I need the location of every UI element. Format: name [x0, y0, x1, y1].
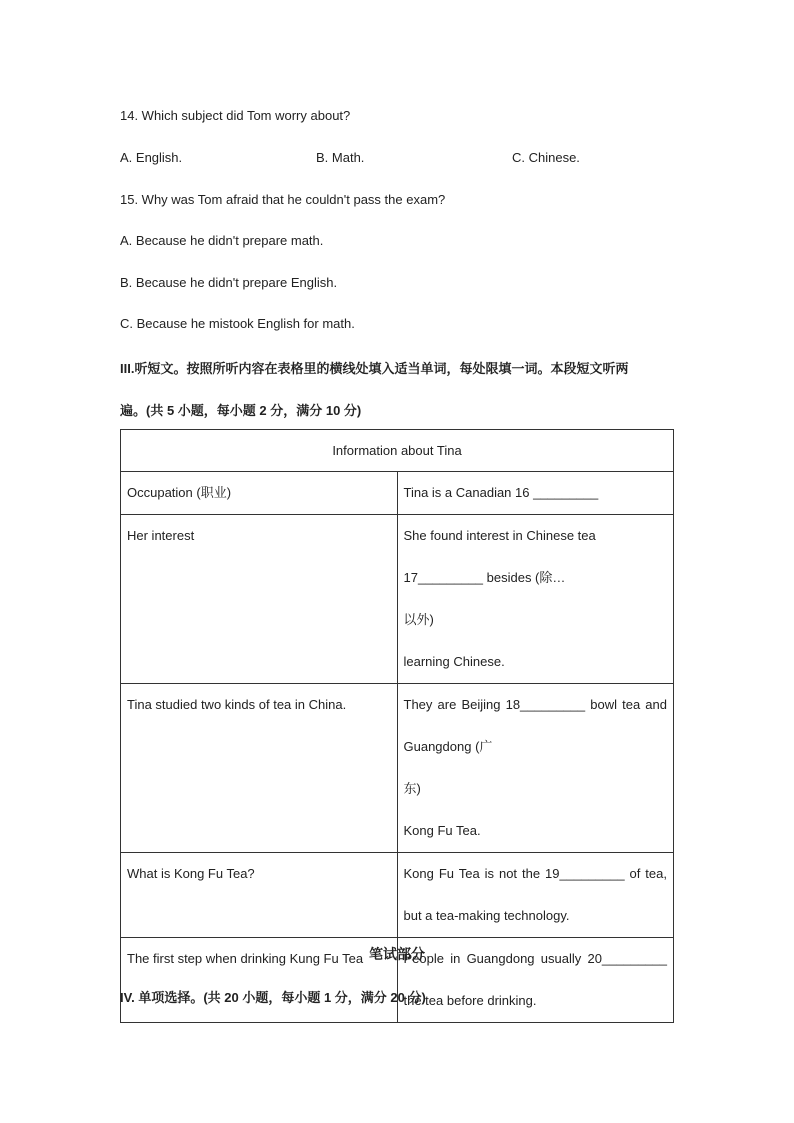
row-content: [397, 515, 674, 684]
q15-option-a: A. Because he didn't prepare math.: [120, 233, 324, 248]
q14-option-b: B. Math.: [316, 150, 365, 165]
row-content: [397, 684, 674, 853]
table-header: Information about Tina: [121, 430, 674, 472]
row-content-line: They are Beijing 18_________ bowl tea and Guangdong (广: [403, 697, 667, 754]
table-row: [121, 853, 674, 938]
q15-option-b: B. Because he didn't prepare English.: [120, 275, 338, 290]
row-label: Tina studied two kinds of tea in China.: [121, 684, 398, 853]
row-content-line: Tina is a Canadian 16 _________: [403, 485, 599, 500]
row-content-line: Kong Fu Tea.: [403, 823, 481, 838]
table-header-row: [121, 430, 674, 472]
row-label: What is Kong Fu Tea?: [121, 853, 398, 938]
q15-question: 15. Why was Tom afraid that he couldn't pass the exam?: [120, 192, 446, 207]
table-row: [121, 515, 674, 684]
row-content: Kong Fu Tea is not the 19_________ of tea, but a tea-making technology.: [397, 853, 674, 938]
row-content: People in Guangdong usually 20_________ the tea before drinking.: [397, 938, 674, 1023]
section3-title-line2: 遍。(共 5 小题，每小题 2 分，满分 10 分): [120, 403, 362, 418]
section3-title-line1: III.听短文。按照所听内容在表格里的横线处填入适当单词，每处限填一词。本段短文听两: [120, 361, 629, 376]
row-content-line: learning Chinese.: [403, 654, 505, 669]
row-content-line: 以外): [403, 612, 434, 627]
written-part-heading: 笔试部分: [369, 946, 425, 962]
section4-title: IV. 单项选择。(共 20 小题，每小题 1 分，满分 20 分): [120, 990, 426, 1005]
row-content-line: 东): [403, 781, 421, 796]
q14-option-c: C. Chinese.: [512, 150, 580, 165]
table-row: [121, 684, 674, 853]
table-row: [121, 472, 674, 515]
q14-option-a: A. English.: [120, 150, 183, 165]
info-table: [120, 429, 674, 1023]
row-label: Her interest: [121, 515, 398, 684]
q15-option-c: C. Because he mistook English for math.: [120, 316, 355, 331]
row-label: Occupation (职业): [121, 472, 398, 515]
row-content: [397, 472, 674, 515]
row-label: The first step when drinking Kung Fu Tea: [121, 938, 398, 1023]
q14-question: 14. Which subject did Tom worry about?: [120, 108, 351, 123]
row-content-line: She found interest in Chinese tea 17_________ besides (除…: [403, 528, 596, 585]
